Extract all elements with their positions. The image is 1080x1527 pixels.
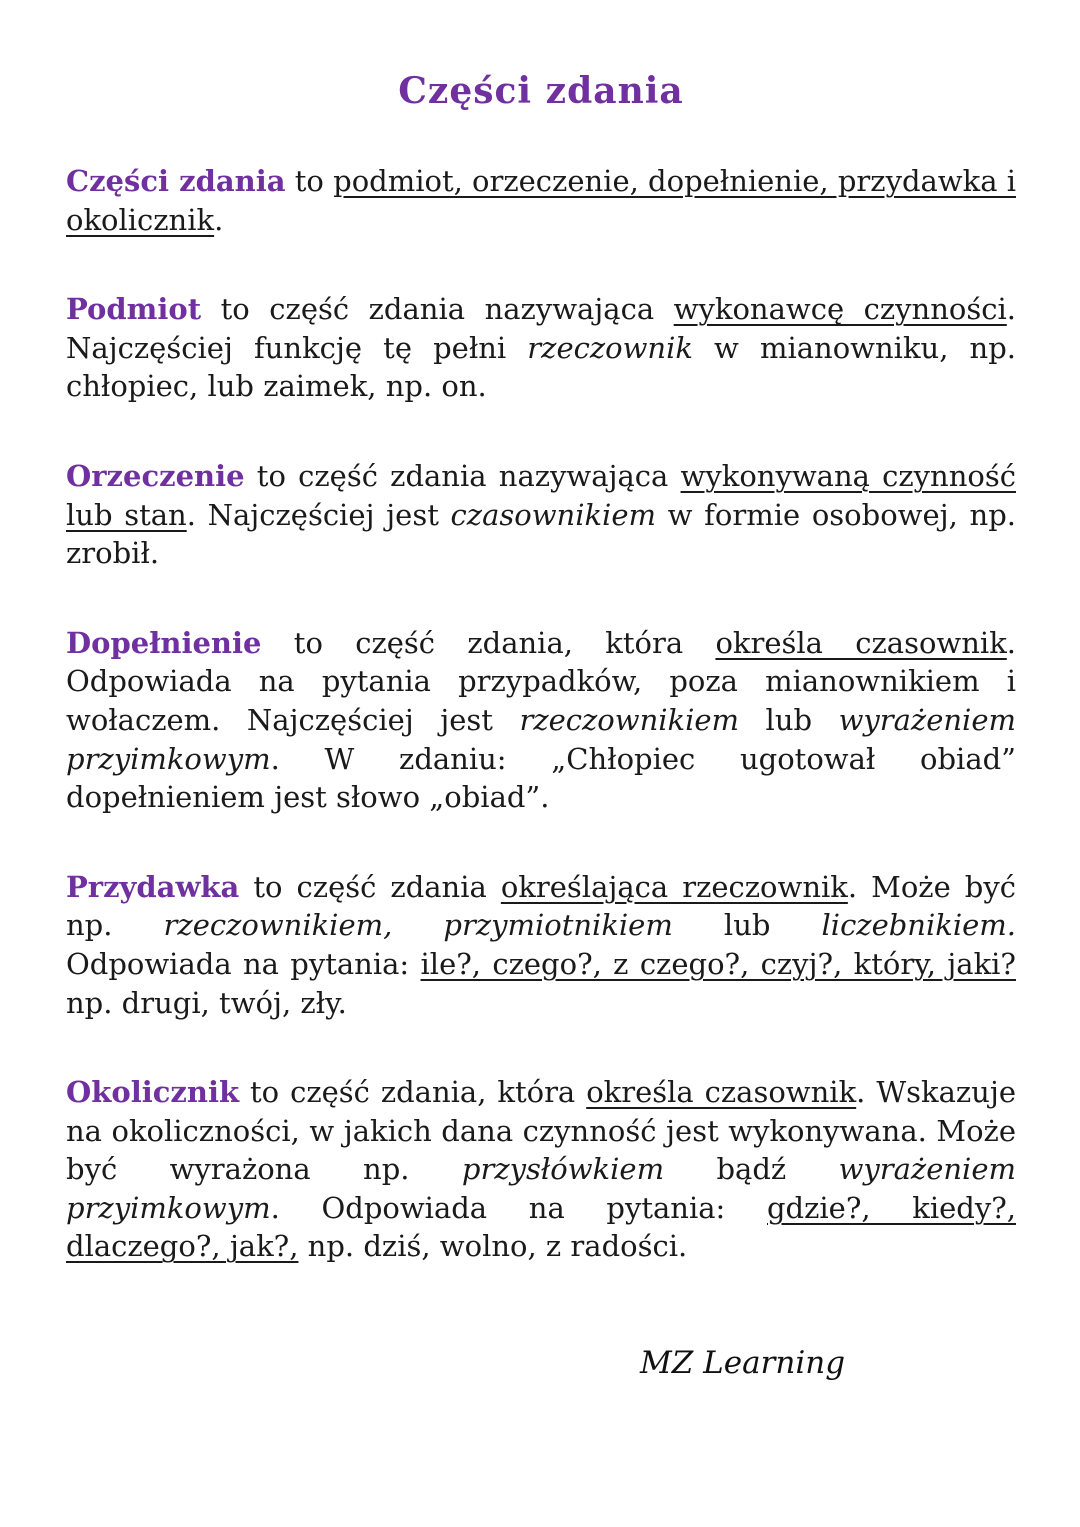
text: to część zdania	[239, 869, 501, 904]
italic-text: liczebnikiem.	[821, 908, 1016, 943]
text: .	[214, 202, 224, 237]
italic-text: przysłówkiem	[461, 1152, 665, 1187]
paragraph-okolicznik	[66, 1073, 1016, 1266]
text: . Może być np.	[66, 869, 1016, 943]
italic-text: wyrażeniem przyimkowym	[66, 1152, 1016, 1225]
italic-text: rzeczownik	[527, 330, 693, 365]
paragraph-intro	[66, 162, 1016, 239]
text: np. dziś, wolno, z radości.	[298, 1229, 688, 1264]
text: . W zdaniu: „Chłopiec ugotował obiad” dopełnieniem jest słowo „obiad”.	[66, 741, 1016, 815]
paragraph-orzeczenie	[66, 457, 1016, 573]
text: w mianowniku, np. chłopiec, lub zaimek, np. on.	[66, 330, 1016, 404]
italic-text: wyrażeniem przyimkowym	[66, 702, 1016, 776]
text: . Odpowiada na pytania przypadków, poza mianownikiem i wołaczem. Najczęściej jest	[66, 625, 1016, 737]
text: to część zdania nazywająca	[201, 292, 674, 327]
underlined-text: wykonawcę czynności	[673, 292, 1007, 327]
text: Odpowiada na pytania:	[66, 946, 421, 981]
underlined-text: gdzie?, kiedy?, dlaczego?, jak?,	[66, 1190, 1016, 1264]
text: . Wskazuje na okoliczności, w jakich dana czynność jest wykonywana. Może być wyrażona np.	[66, 1075, 1016, 1187]
underlined-text: określa czasownik	[715, 625, 1007, 660]
paragraph-dopelnienie	[66, 624, 1016, 817]
underlined-text: określająca rzeczownik	[500, 869, 848, 904]
text: bądź	[664, 1152, 839, 1187]
document-page	[66, 0, 1016, 1266]
text: np. drugi, twój, zły.	[66, 985, 347, 1020]
text: lub	[672, 908, 822, 943]
term-orzeczenie: Orzeczenie	[66, 458, 245, 493]
term-podmiot: Podmiot	[66, 292, 202, 327]
italic-text: rzeczownikiem, przymiotnikiem	[163, 908, 673, 943]
text: w formie osobowej, np. zrobił.	[66, 497, 1016, 571]
italic-text: rzeczownikiem	[519, 702, 740, 737]
underlined-text: ile?, czego?, z czego?, czyj?, który, jaki?	[420, 946, 1016, 981]
paragraph-podmiot	[66, 290, 1016, 406]
underlined-text: określa czasownik	[586, 1075, 857, 1110]
italic-text: czasownikiem	[450, 497, 656, 532]
text: to	[285, 164, 334, 198]
term-czesci-zdania: Części zdania	[66, 164, 286, 198]
text: to część zdania nazywająca	[244, 458, 681, 493]
underlined-text: podmiot, orzeczenie, dopełnienie, przydawka i okolicznik	[66, 164, 1016, 237]
signature: MZ Learning	[640, 1345, 846, 1381]
term-dopelnienie: Dopełnienie	[66, 625, 262, 660]
text: . Najczęściej funkcję tę pełni	[66, 292, 1016, 365]
text: . Najczęściej jest	[186, 497, 451, 532]
text: to część zdania, która	[239, 1075, 587, 1110]
term-okolicznik: Okolicznik	[66, 1075, 240, 1110]
paragraph-przydawka	[66, 868, 1016, 1022]
text: lub	[739, 702, 839, 737]
term-przydawka: Przydawka	[66, 869, 240, 904]
page-title: Części zdania	[398, 70, 684, 112]
underlined-text: wykonywaną czynność lub stan	[66, 458, 1016, 532]
text: . Odpowiada na pytania:	[270, 1190, 767, 1225]
text: to część zdania, która	[261, 625, 716, 660]
